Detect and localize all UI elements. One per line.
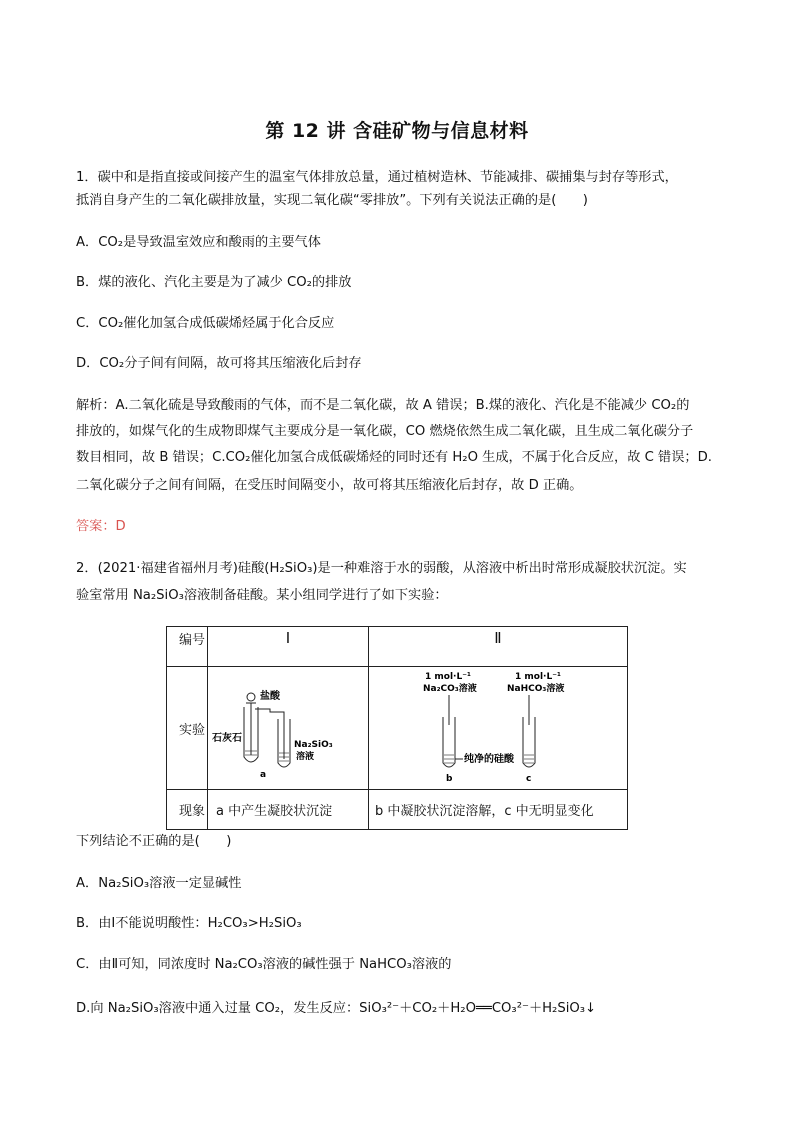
- q1-option-b: B．煤的液化、汽化主要是为了减少 CO₂的排放: [76, 275, 352, 290]
- q1-analysis-line1: 解析：A.二氧化硫是导致酸雨的气体，而不是二氧化碳，故 A 错误；B.煤的液化、汽化是不能减少 CO₂的: [76, 398, 690, 413]
- funnel-bulb: [247, 693, 255, 701]
- q2-option-c: C．由Ⅱ可知，同浓度时 Na₂CO₃溶液的碱性强于 NaHCO₃溶液的: [76, 957, 452, 972]
- q1-stem-line1: 1．碳中和是指直接或间接产生的温室气体排放总量，通过植树造林、节能减排、碳捕集与封存等形式，: [76, 170, 678, 185]
- label-hydrochloric-acid: 盐酸: [260, 691, 280, 702]
- page-title: 第 12 讲 含硅矿物与信息材料: [265, 120, 529, 142]
- label-limestone: 石灰石: [212, 733, 242, 744]
- experiment-one-cell: [208, 667, 369, 790]
- label-tube-c: c: [526, 774, 532, 784]
- label-sodium-silicate: Na₂SiO₃: [294, 740, 333, 750]
- label-tube-b: b: [446, 774, 453, 784]
- q1-option-d: D．CO₂分子间有间隔，故可将其压缩液化后封存: [76, 356, 362, 371]
- q2-stem-line1: 2．(2021·福建省福州月考)硅酸(H₂SiO₃)是一种难溶于水的弱酸，从溶液中析出时常形成凝胶状沉淀。实: [76, 561, 687, 576]
- q2-option-d: D.向 Na₂SiO₃溶液中通入过量 CO₂，发生反应：SiO₃²⁻＋CO₂＋H₂O══CO₃²⁻＋H₂SiO₃↓: [76, 1001, 597, 1016]
- delivery-tube: [255, 709, 284, 759]
- label-sodium-carbonate: Na₂CO₃溶液: [423, 684, 477, 694]
- table-row-phenomenon-label: 现象: [167, 790, 208, 830]
- q1-analysis-line2: 排放的，如煤气化的生成物即煤气主要成分是一氧化碳，CO 燃烧依然生成二氧化碳，且生成二氧化碳分子: [76, 424, 694, 439]
- q1-option-c: C．CO₂催化加氢合成低碳烯烃属于化合反应: [76, 316, 335, 331]
- q2-option-b: B．由Ⅰ不能说明酸性：H₂CO₃>H₂SiO₃: [76, 916, 302, 931]
- q2-option-a: A．Na₂SiO₃溶液一定显碱性: [76, 876, 242, 891]
- table-header-one: Ⅰ: [208, 627, 369, 667]
- apparatus-one-diagram: [208, 667, 368, 789]
- q2-question: 下列结论不正确的是( ): [76, 834, 232, 849]
- q1-analysis-line3: 数目相同，故 B 错误；C.CO₂催化加氢合成低碳烯烃的同时还有 H₂O 生成，不属于化合反应，故 C 错误；D.: [76, 450, 712, 465]
- q1-analysis-line4: 二氧化碳分子之间有间隔，在受压时间隔变小，故可将其压缩液化后封存，故 D 正确。: [76, 478, 583, 493]
- table-header-no: 编号: [167, 627, 208, 667]
- q1-option-a: A．CO₂是导致温室效应和酸雨的主要气体: [76, 235, 321, 250]
- experiment-table: [166, 626, 628, 830]
- experiment-two-cell: [369, 667, 628, 790]
- label-tube-a: a: [260, 770, 267, 780]
- label-pure-silicic-acid: 纯净的硅酸: [464, 754, 514, 765]
- apparatus-two-diagram: [369, 667, 627, 789]
- label-conc-b: 1 mol·L⁻¹: [425, 672, 471, 682]
- label-conc-c: 1 mol·L⁻¹: [515, 672, 561, 682]
- q2-stem-line2: 验室常用 Na₂SiO₃溶液制备硅酸。某小组同学进行了如下实验：: [76, 588, 448, 603]
- label-sodium-bicarbonate: NaHCO₃溶液: [507, 684, 565, 694]
- table-row-experiment-label: 实验: [167, 667, 208, 790]
- table-header-two: Ⅱ: [369, 627, 628, 667]
- label-solution: 溶液: [296, 752, 315, 762]
- phenomenon-two: b 中凝胶状沉淀溶解，c 中无明显变化: [369, 790, 628, 830]
- q1-stem-line2: 抵消自身产生的二氧化碳排放量，实现二氧化碳“零排放”。下列有关说法正确的是( ): [76, 193, 588, 208]
- phenomenon-one: a 中产生凝胶状沉淀: [208, 790, 369, 830]
- q1-answer: 答案：D: [76, 519, 126, 534]
